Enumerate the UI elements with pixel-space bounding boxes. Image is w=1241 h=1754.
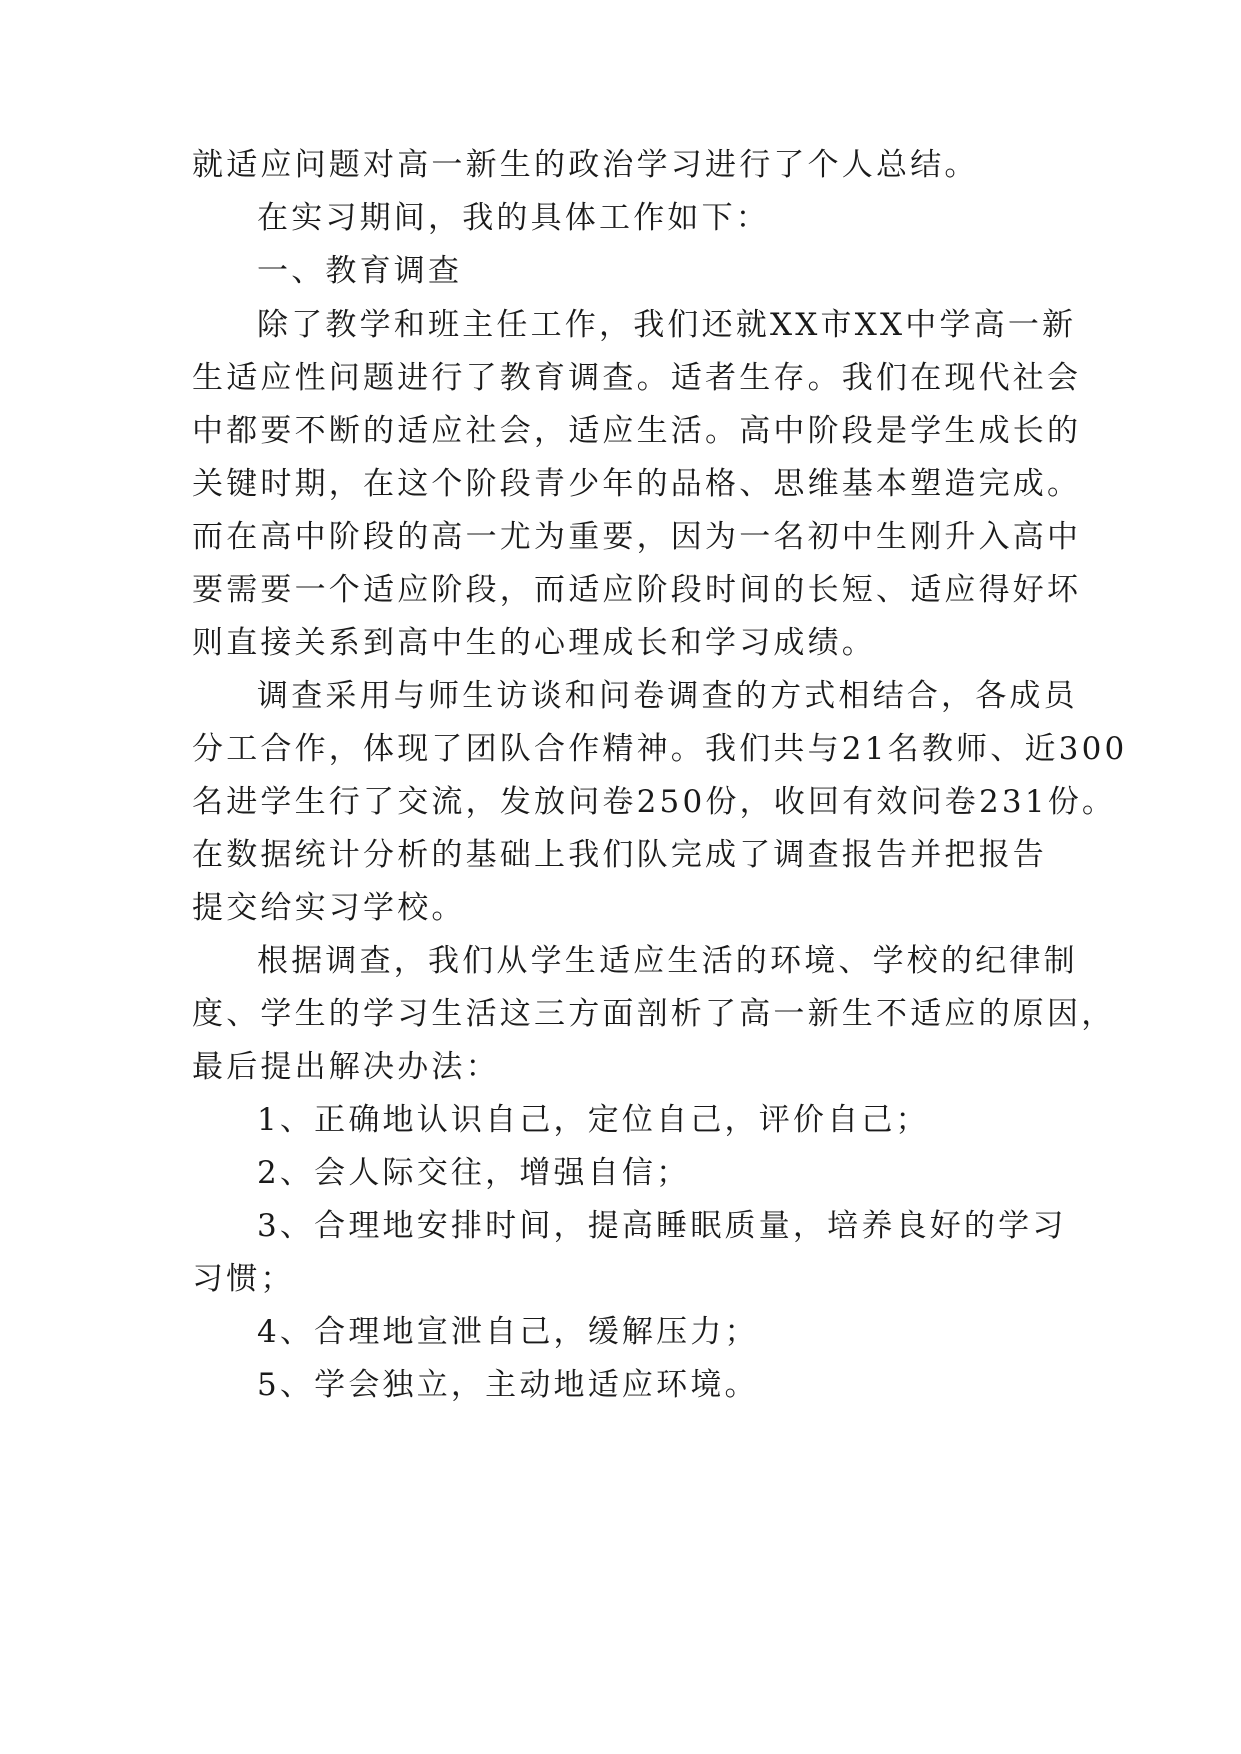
paragraph-line: 中都要不断的适应社会，适应生活。高中阶段是学生成长的 — [192, 413, 1082, 449]
paragraph-line: 最后提出解决办法： — [192, 1049, 500, 1085]
paragraph-line: 名进学生行了交流，发放问卷250份，收回有效问卷231份。 — [192, 784, 1117, 820]
list-item: 5、学会独立，主动地适应环境。 — [257, 1367, 759, 1403]
list-item: 2、会人际交往，增强自信； — [257, 1155, 691, 1191]
paragraph-line: 提交给实习学校。 — [192, 890, 466, 926]
paragraph-line: 生适应性问题进行了教育调查。适者生存。我们在现代社会 — [192, 360, 1082, 396]
paragraph-line: 就适应问题对高一新生的政治学习进行了个人总结。 — [192, 147, 979, 183]
paragraph-line: 要需要一个适应阶段，而适应阶段时间的长短、适应得好坏 — [192, 572, 1082, 608]
paragraph-line: 度、学生的学习生活这三方面剖析了高一新生不适应的原因， — [192, 996, 1116, 1032]
list-item-continuation: 习惯； — [192, 1261, 295, 1297]
list-item: 1、正确地认识自己，定位自己，评价自己； — [257, 1102, 930, 1138]
paragraph-line: 而在高中阶段的高一尤为重要，因为一名初中生刚升入高中 — [192, 519, 1082, 555]
paragraph-line: 关键时期，在这个阶段青少年的品格、思维基本塑造完成。 — [192, 466, 1082, 502]
list-item: 3、合理地安排时间，提高睡眠质量，培养良好的学习 — [257, 1208, 1067, 1244]
paragraph-line: 调查采用与师生访谈和问卷调查的方式相结合，各成员 — [257, 678, 1078, 714]
paragraph-line: 在实习期间，我的具体工作如下： — [257, 200, 770, 236]
paragraph-line: 根据调查，我们从学生适应生活的环境、学校的纪律制 — [257, 943, 1078, 979]
paragraph-line: 则直接关系到高中生的心理成长和学习成绩。 — [192, 625, 876, 661]
paragraph-line: 在数据统计分析的基础上我们队完成了调查报告并把报告 — [192, 837, 1047, 873]
section-heading: 一、教育调查 — [257, 253, 463, 289]
list-item: 4、合理地宣泄自己，缓解压力； — [257, 1314, 759, 1350]
paragraph-line: 除了教学和班主任工作，我们还就XX市XX中学高一新 — [257, 307, 1077, 343]
paragraph-line: 分工合作，体现了团队合作精神。我们共与21名教师、近300 — [192, 731, 1128, 767]
